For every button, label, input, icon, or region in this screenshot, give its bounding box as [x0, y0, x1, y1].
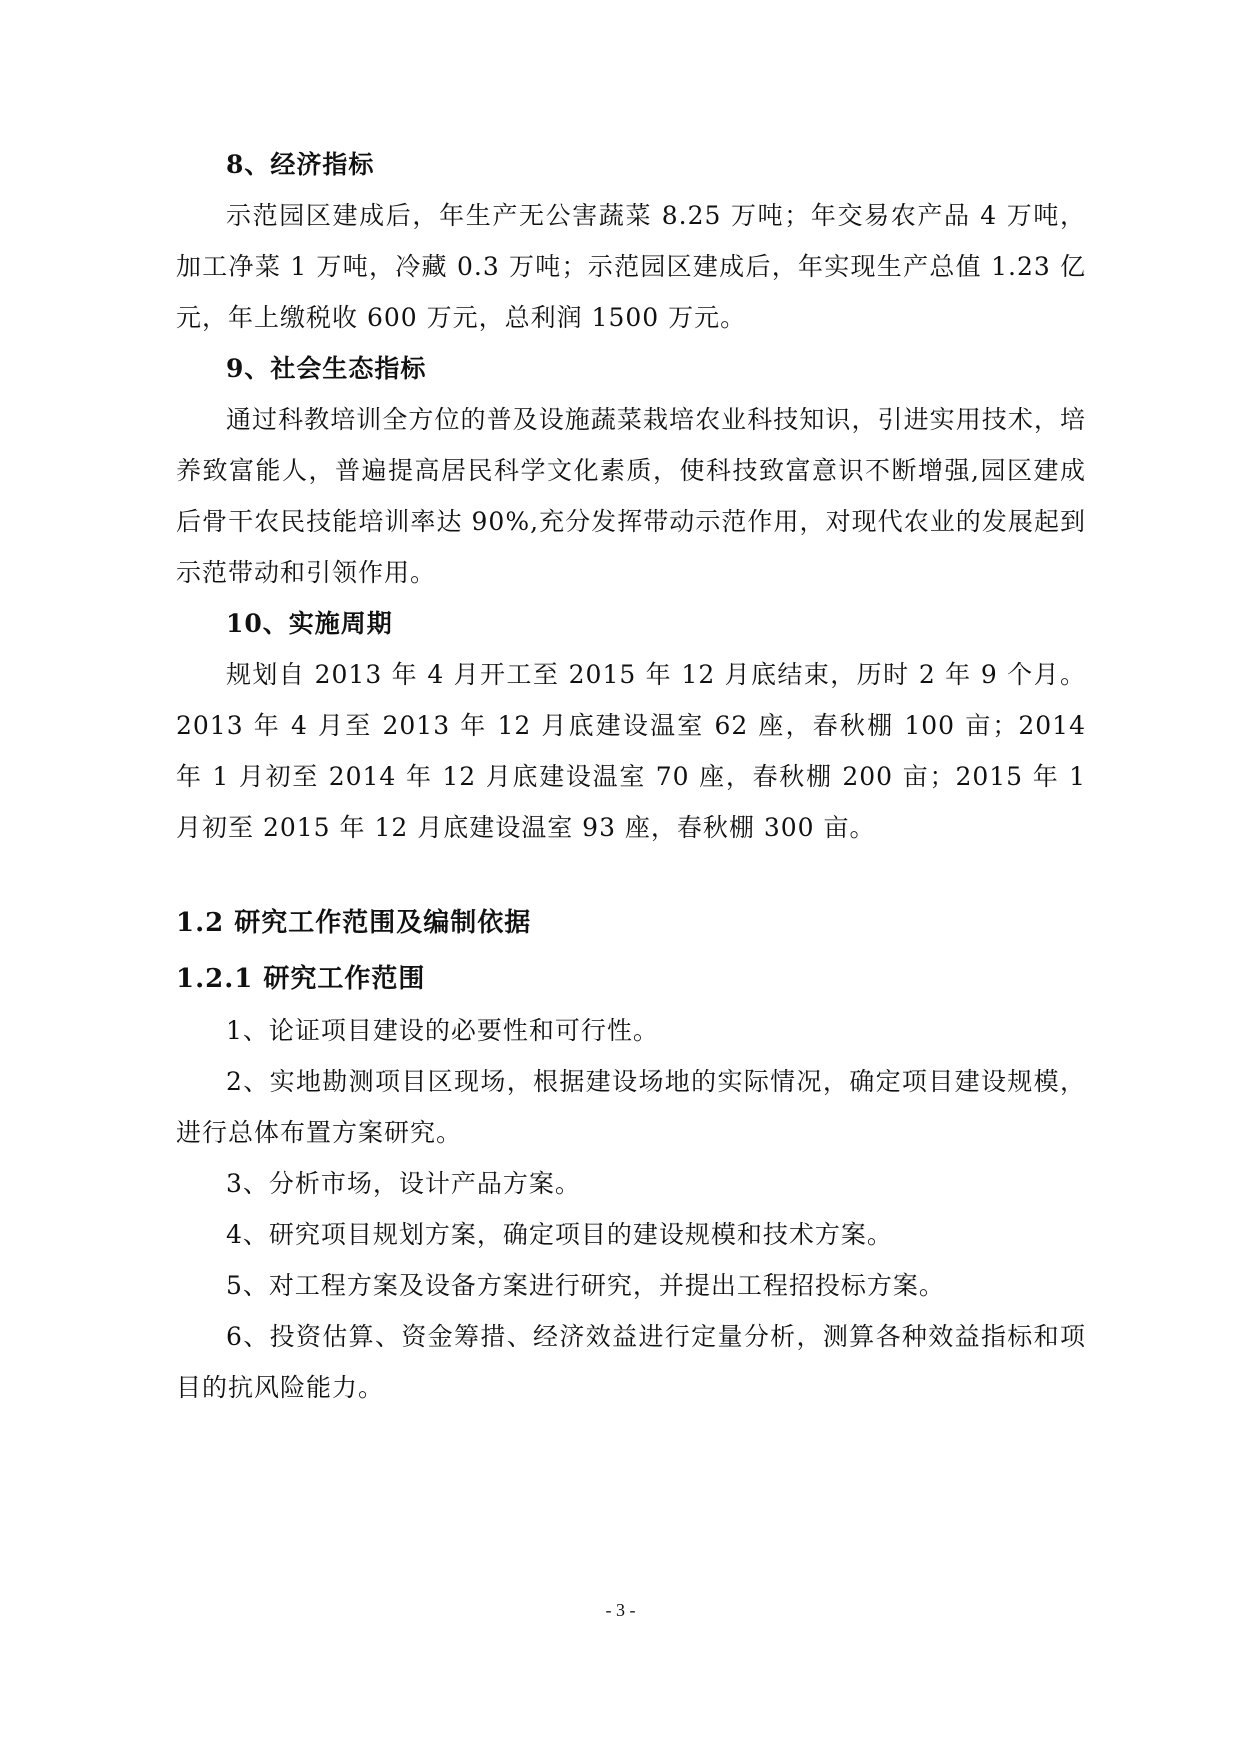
- section-9-heading: 9、社会生态指标: [226, 354, 427, 383]
- list-item: 5、对工程方案及设备方案进行研究，并提出工程招投标方案。: [226, 1271, 945, 1300]
- list-item: 2、实地勘测项目区现场，根据建设场地的实际情况，确定项目建设规模，进行总体布置方案研究。: [176, 1067, 1086, 1147]
- section-9-body: 通过科教培训全方位的普及设施蔬菜栽培农业科技知识，引进实用技术，培养致富能人，普遍提高居民科学文化素质，使科技致富意识不断增强,园区建成后骨干农民技能培训率达 90%,充分发挥带动示范作用，对现代农业的发展起到示范带动和引领作用。: [176, 405, 1086, 587]
- section-8: [176, 139, 1086, 343]
- section-8-body: 示范园区建成后，年生产无公害蔬菜 8.25 万吨；年交易农产品 4 万吨，加工净菜 1 万吨，冷藏 0.3 万吨；示范园区建成后，年实现生产总值 1.23 亿元，年上缴税收 600 万元，总利润 1500 万元。: [176, 201, 1086, 332]
- section-1-2-title: 1.2 研究工作范围及编制依据: [176, 908, 532, 938]
- section-9: [176, 343, 1086, 598]
- section-10-body: 规划自 2013 年 4 月开工至 2015 年 12 月底结束，历时 2 年 9 个月。2013 年 4 月至 2013 年 12 月底建设温室 62 座，春秋棚 100 亩；2014 年 1 月初至 2014 年 12 月底建设温室 70 座，春秋棚 200 亩；2015 年 1 月初至 2015 年 12 月底建设温室 93 座，春秋棚 300 亩。: [176, 660, 1086, 842]
- page-number: - 3 -: [605, 1600, 636, 1620]
- section-10-heading: 10、实施周期: [226, 609, 393, 638]
- section-1-2: [176, 898, 1086, 1413]
- list-item: 1、论证项目建设的必要性和可行性。: [226, 1016, 659, 1045]
- section-1-2-1-title: 1.2.1 研究工作范围: [176, 964, 426, 994]
- list-item: 3、分析市场，设计产品方案。: [226, 1169, 581, 1198]
- list-item: 4、研究项目规划方案，确定项目的建设规模和技术方案。: [226, 1220, 893, 1249]
- section-8-heading: 8、经济指标: [226, 150, 375, 179]
- section-10: [176, 598, 1086, 853]
- list-item: 6、投资估算、资金筹措、经济效益进行定量分析，测算各种效益指标和项目的抗风险能力。: [176, 1322, 1086, 1402]
